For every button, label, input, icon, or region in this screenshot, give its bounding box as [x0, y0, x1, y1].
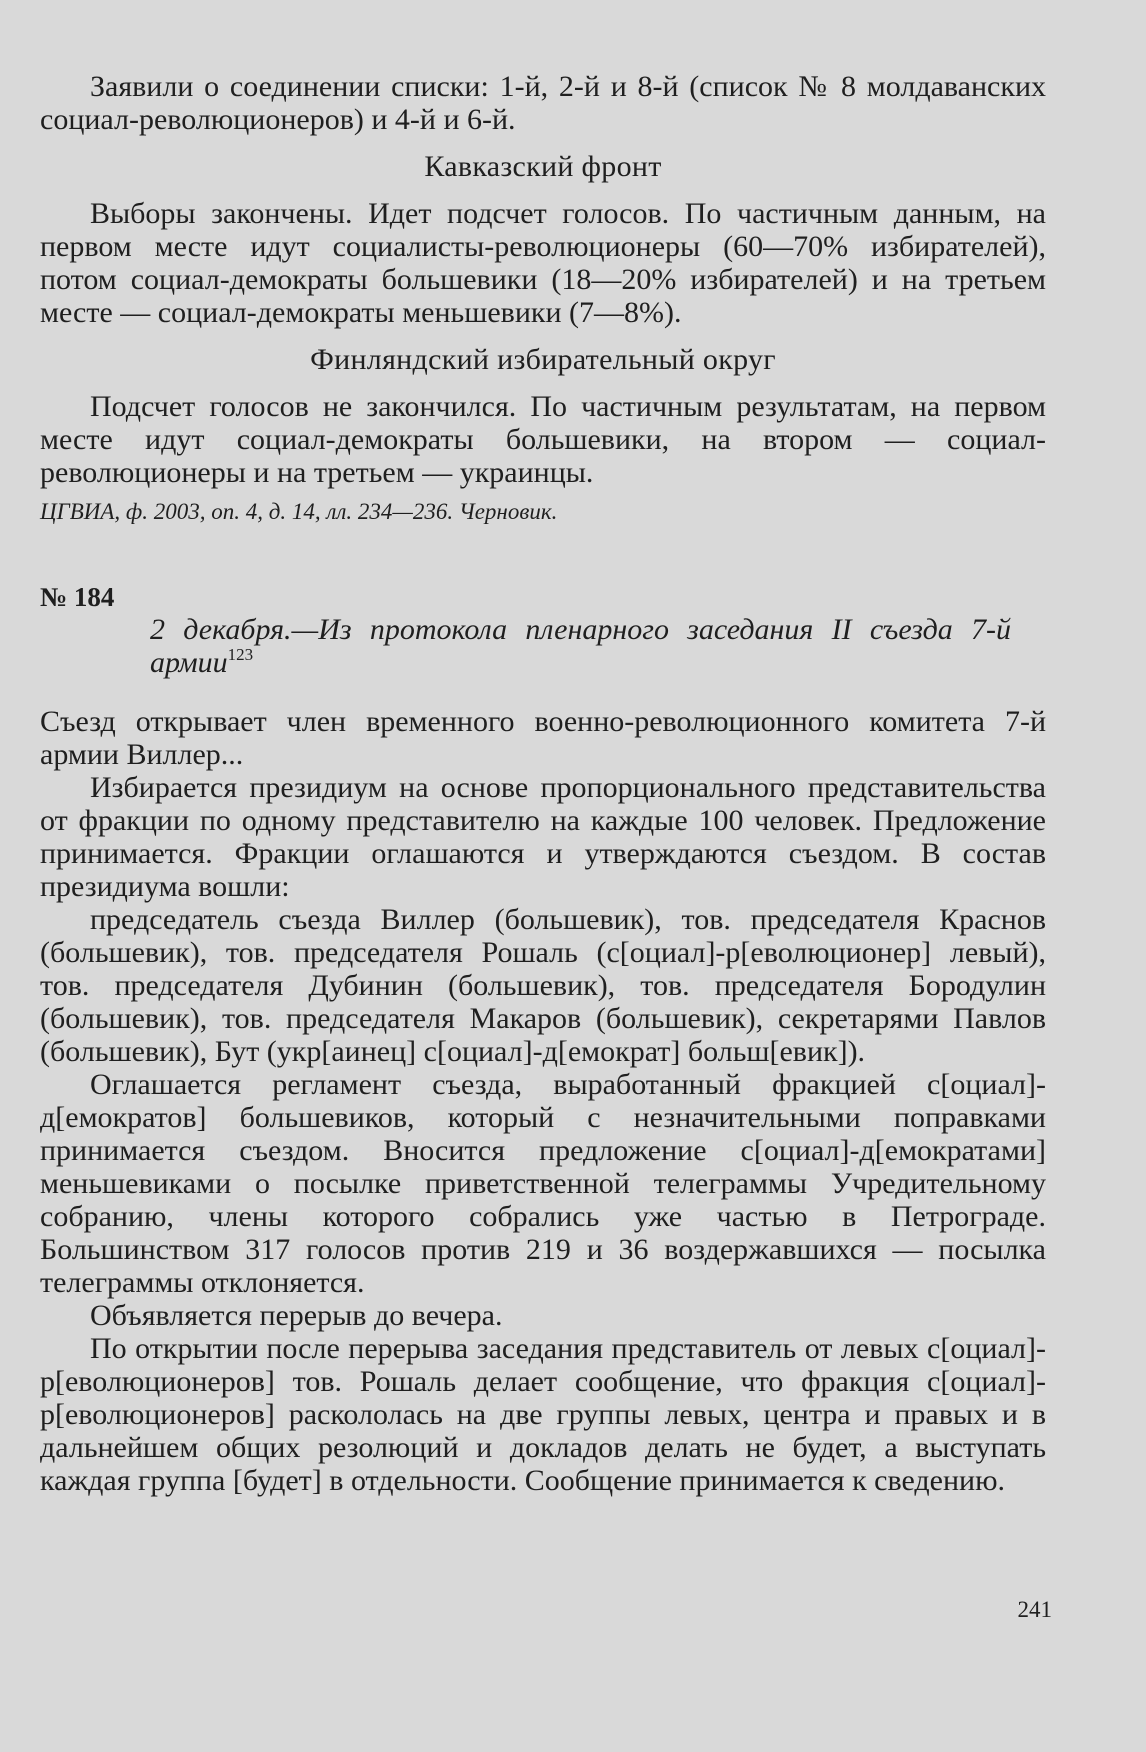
paragraph-presidium-election: Избирается президиум на основе пропорционального представительства от фракции по одному представителю на каждые 100 человек. Предложение принимается. Фракции оглашаются и утверждаются съездом. В состав президиума вошли: [40, 771, 1046, 903]
page-text [40, 70, 1046, 1497]
document-title [150, 613, 1011, 679]
document-number: № 184 [40, 582, 115, 612]
paragraph-regulations: Оглашается регламент съезда, выработанный фракцией с[оциал]-д[емократов] большевиков, который с незначительными поправками принимается съездом. Вносится предложение с[оциал]-д[емократами] меньшевиками о посылке приветственной телеграммы Учредительному собранию, члены которого собрались уже частью в Петрограде. Большинством 317 голосов против 219 и 36 воздержавшихся — посылка телеграммы отклоняется. [40, 1068, 1046, 1299]
paragraph-congress-opening: Съезд открывает член временного военно-революционного комитета 7-й армии Виллер... [40, 705, 1046, 771]
footnote-reference: 123 [227, 645, 254, 664]
paragraph-election-lists: Заявили о соединении списки: 1-й, 2-й и 8-й (список № 8 молдаванских социал-революционеров) и 4-й и 6-й. [40, 70, 1046, 136]
heading-caucasus-front: Кавказский фронт [424, 150, 662, 183]
paragraph-presidium-members: председатель съезда Виллер (большевик), тов. председателя Краснов (большевик), тов. председателя Рошаль (с[оциал]-р[еволюционер] левый), тов. председателя Дубинин (большевик), тов. председателя Бородулин (большевик), тов. председателя Макаров (большевик), секретарями Павлов (большевик), Бут (укр[аинец] с[оциал]-д[емократ] больш[евик]). [40, 903, 1046, 1068]
heading-finland-district: Финляндский избирательный округ [310, 343, 776, 376]
paragraph-break: Объявляется перерыв до вечера. [90, 1299, 503, 1332]
page-number: 241 [1017, 1597, 1052, 1622]
document-title-text: 2 декабря.—Из протокола пленарного заседания II съезда 7-й армии [150, 613, 1011, 679]
paragraph-finland-results: Подсчет голосов не закончился. По частичным результатам, на первом месте идут социал-демократы большевики, на втором — социал-революционеры и на третьем — украинцы. [40, 390, 1046, 489]
paragraph-sr-split: По открытии после перерыва заседания представитель от левых с[оциал]-р[еволюционеров] тов. Рошаль делает сообщение, что фракция с[оциал]-р[еволюционеров] раскололась на две группы левых, центра и правых и в дальнейшем общих резолюций и докладов делать не будет, а выступать каждая группа [будет] в отдельности. Сообщение принимается к сведению. [40, 1332, 1046, 1497]
paragraph-caucasus-results: Выборы закончены. Идет подсчет голосов. По частичным данным, на первом месте идут социалисты-революционеры (60—70% избирателей), потом социал-демократы большевики (18—20% избирателей) и на третьем месте — социал-демократы меньшевики (7—8%). [40, 197, 1046, 329]
archive-source: ЦГВИА, ф. 2003, оп. 4, д. 14, лл. 234—236. Черновик. [40, 499, 558, 524]
